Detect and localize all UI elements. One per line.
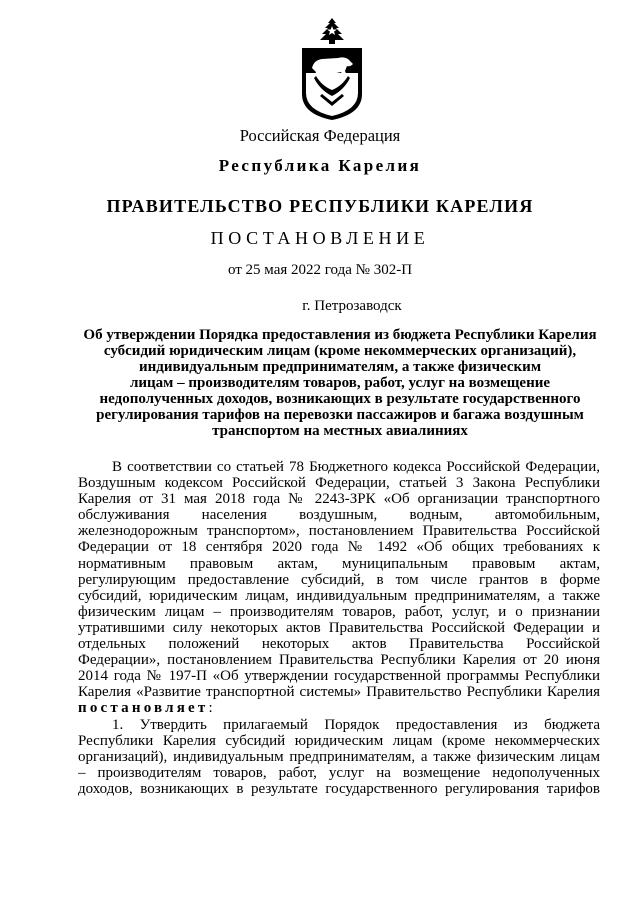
preamble-line: физическим лицам – производителям товаров, работ, услуг, и о признании xyxy=(78,603,600,620)
preamble-line: Воздушным кодексом Российской Федерации, статьей 3 Закона Республики xyxy=(78,475,600,492)
title-line: регулирования тарифов на перевозки пассажиров и багажа воздушным xyxy=(96,407,584,423)
coat-of-arms-emblem xyxy=(298,18,366,122)
preamble-line: 2014 года № 197-П «Об утверждении государственной программы Республики xyxy=(78,668,600,685)
resolution-line xyxy=(78,700,600,716)
country-name: Российская Федерация xyxy=(239,126,401,145)
resolves-colon: : xyxy=(208,700,213,717)
preamble-line: Федерации», постановлением Правительства Республики Карелия от 20 июня xyxy=(78,652,600,669)
preamble-line: утратившими силу некоторых актов Правительства Российской Федерации и xyxy=(78,619,600,636)
item-1-line: Республики Карелия субсидий юридическим лицам (кроме некоммерческих xyxy=(78,732,600,749)
document-city: г. Петрозаводск xyxy=(302,298,402,314)
title-line: недополученных доходов, возникающих в результате государственного xyxy=(99,391,581,407)
preamble-line: Федерации от 18 сентября 2020 года № 1492 «Об общих требованиях к xyxy=(78,539,600,556)
preamble-line: Карелия от 31 мая 2018 года № 2243-ЗРК «Об организации транспортного xyxy=(78,491,600,508)
preamble-line: железнодорожным транспортом», постановлением Правительства Российской xyxy=(78,523,600,540)
title-line: Об утверждении Порядка предоставления из бюджета Республики Карелия xyxy=(83,327,597,343)
republic-name: Республика Карелия xyxy=(218,156,422,175)
resolves-word: постановляет xyxy=(78,700,209,717)
preamble-line: Карелия «Развитие транспортной системы» Правительство Республики Карелия xyxy=(78,684,600,701)
document-type: ПОСТАНОВЛЕНИЕ xyxy=(210,228,430,248)
title-line: транспортом на местных авиалиниях xyxy=(212,423,468,439)
preamble-line: регулирующим предоставление субсидий, в том числе грантов в форме xyxy=(78,571,600,588)
government-name: ПРАВИТЕЛЬСТВО РЕСПУБЛИКИ КАРЕЛИЯ xyxy=(106,196,534,216)
document-title xyxy=(75,327,605,439)
item-1-line: доходов, возникающих в результате государственного регулирования тарифов xyxy=(78,780,600,797)
title-line: индивидуальным предпринимателям, а также физическим xyxy=(138,359,542,375)
preamble-line: субсидий, юридическим лицам, индивидуальным предпринимателям, а также xyxy=(78,587,600,604)
title-line: субсидий юридическим лицам (кроме некоммерческих организаций), xyxy=(103,343,577,359)
title-line: лицам – производителям товаров, работ, услуг на возмещение xyxy=(129,375,551,391)
document-body xyxy=(78,459,600,797)
item-1-line: 1. Утвердить прилагаемый Порядок предоставления из бюджета xyxy=(112,716,600,733)
item-1-line: организаций), индивидуальным предпринимателям, а также физическим лицам xyxy=(78,748,600,765)
document-date: от 25 мая 2022 года № 302-П xyxy=(227,262,413,278)
preamble-line: В соответствии со статьей 78 Бюджетного кодекса Российской Федерации, xyxy=(112,459,600,475)
preamble-line: нормативным правовым актам, муниципальным правовым актам, xyxy=(78,555,600,572)
preamble-line: обслуживания населения воздушным, водным, автомобильным, xyxy=(78,507,600,524)
item-1-line: – производителям товаров, работ, услуг на возмещение недополученных xyxy=(78,764,600,781)
preamble-line: отдельных положений некоторых актов Правительства Российской xyxy=(78,636,600,653)
